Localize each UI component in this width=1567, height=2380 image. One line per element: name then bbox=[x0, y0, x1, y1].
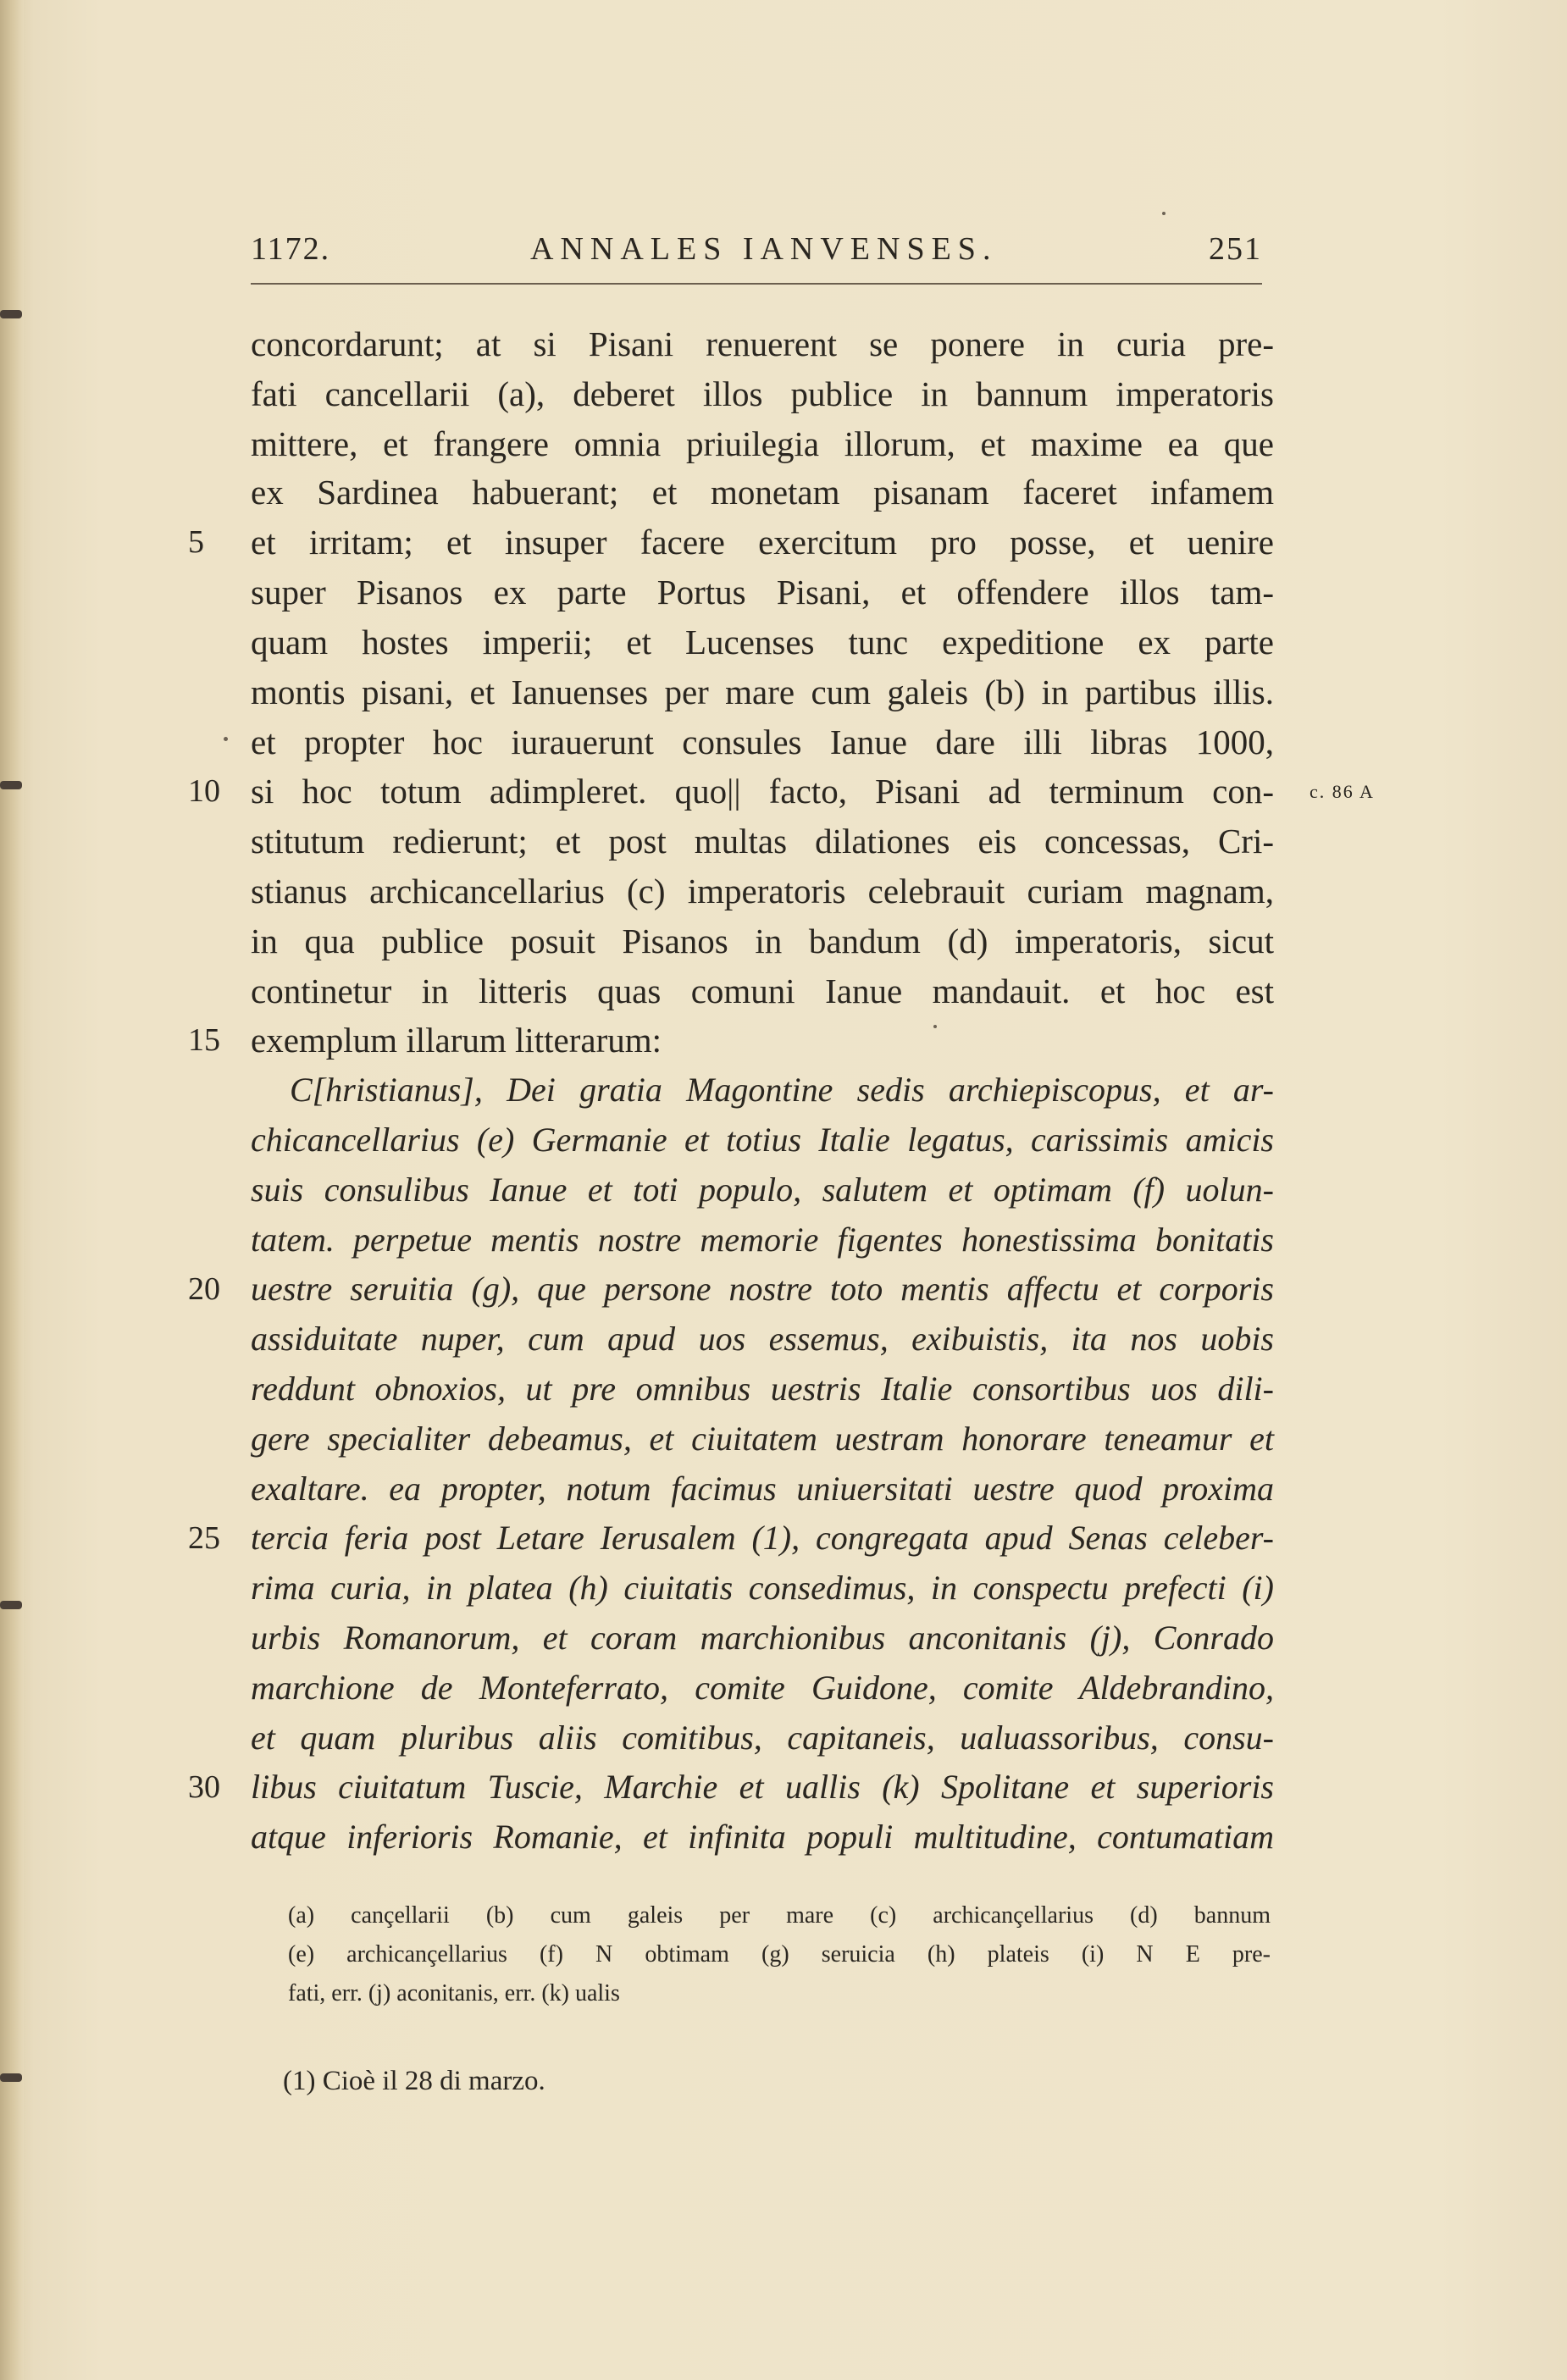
header-year: 1172. bbox=[251, 231, 331, 267]
body-line: in qua publice posuit Pisanos in bandum (d) imperatoris, sicut bbox=[251, 922, 1274, 960]
line-number: 10 bbox=[188, 773, 220, 809]
body-line: concordarunt; at si Pisani renuerent se ponere in curia pre- bbox=[251, 324, 1274, 363]
body-line: continetur in litteris quas comuni Ianue mandauit. et hoc est bbox=[251, 971, 1274, 1010]
letter-line: chicancellarius (e) Germanie et totius Italie legatus, carissimis amicis bbox=[251, 1121, 1274, 1159]
footnote-line: (a) cançellarii (b) cum galeis per mare (c) archicançellarius (d) bannum bbox=[288, 1902, 1271, 1929]
body-line: montis pisani, et Ianuenses per mare cum galeis (b) in partibus illis. bbox=[251, 672, 1274, 711]
line-number: 20 bbox=[188, 1271, 220, 1307]
header-title: ANNALES IANVENSES. bbox=[530, 231, 998, 267]
letter-line: gere specialiter debeamus, et ciuitatem uestram honorare teneamur et bbox=[251, 1420, 1274, 1458]
running-head bbox=[251, 230, 1262, 281]
letter-line: tercia feria post Letare Ierusalem (1), congregata apud Senas celeber- bbox=[251, 1519, 1274, 1557]
body-line: exemplum illarum litterarum: bbox=[251, 1021, 662, 1060]
letter-line: urbis Romanorum, et coram marchionibus anconitanis (j), Conrado bbox=[251, 1619, 1274, 1657]
header-rule bbox=[251, 283, 1262, 285]
letter-line: libus ciuitatum Tuscie, Marchie et uallis (k) Spolitane et superioris bbox=[251, 1768, 1274, 1806]
letter-line: atque inferioris Romanie, et infinita populi multitudine, contumatiam bbox=[251, 1818, 1274, 1856]
letter-line: reddunt obnoxios, ut pre omnibus uestris Italie consortibus uos dili- bbox=[251, 1370, 1274, 1408]
binding-stitch bbox=[0, 1601, 22, 1609]
line-number: 30 bbox=[188, 1769, 220, 1805]
body-line: si hoc totum adimpleret. quo|| facto, Pisani ad terminum con- bbox=[251, 772, 1274, 811]
body-line: mittere, et frangere omnia priuilegia illorum, et maxime ea que bbox=[251, 424, 1274, 463]
margin-note: c. 86 A bbox=[1310, 781, 1375, 802]
binding-stitch bbox=[0, 2073, 22, 2082]
binding-stitch bbox=[0, 310, 22, 318]
letter-line: et quam pluribus aliis comitibus, capitaneis, ualuassoribus, consu- bbox=[251, 1719, 1274, 1757]
body-line: stitutum redierunt; et post multas dilationes eis concessas, Cri- bbox=[251, 822, 1274, 861]
body-line: fati cancellarii (a), deberet illos publice in bannum imperatoris bbox=[251, 374, 1274, 413]
editorial-note: (1) Cioè il 28 di marzo. bbox=[283, 2066, 545, 2096]
line-number: 15 bbox=[188, 1022, 220, 1058]
letter-line: C[hristianus], Dei gratia Magontine sedis archiepiscopus, et ar- bbox=[290, 1071, 1274, 1109]
line-number: 25 bbox=[188, 1520, 220, 1556]
footnote-line: (e) archicançellarius (f) N obtimam (g) seruicia (h) plateis (i) N E pre- bbox=[288, 1941, 1271, 1968]
page-binding-edge bbox=[0, 0, 24, 2380]
paper-speck bbox=[933, 1025, 937, 1028]
paper-speck bbox=[224, 737, 228, 741]
page-number: 251 bbox=[1209, 231, 1262, 267]
body-line: ex Sardinea habuerant; et monetam pisanam faceret infamem bbox=[251, 473, 1274, 512]
letter-line: uestre seruitia (g), que persone nostre toto mentis affectu et corporis bbox=[251, 1270, 1274, 1308]
footnote-line: fati, err. (j) aconitanis, err. (k) ualis bbox=[288, 1980, 620, 2006]
body-line: et irritam; et insuper facere exercitum pro posse, et uenire bbox=[251, 523, 1274, 562]
letter-line: tatem. perpetue mentis nostre memorie figentes honestissima bonitatis bbox=[251, 1220, 1274, 1259]
binding-stitch bbox=[0, 781, 22, 789]
letter-line: assiduitate nuper, cum apud uos essemus, exibuistis, ita nos uobis bbox=[251, 1320, 1274, 1358]
body-line: quam hostes imperii; et Lucenses tunc expeditione ex parte bbox=[251, 623, 1274, 661]
letter-line: marchione de Monteferrato, comite Guidone, comite Aldebrandino, bbox=[251, 1669, 1274, 1707]
body-line: stianus archicancellarius (c) imperatoris celebrauit curiam magnam, bbox=[251, 872, 1274, 910]
letter-line: rima curia, in platea (h) ciuitatis consedimus, in conspectu prefecti (i) bbox=[251, 1569, 1274, 1607]
line-number: 5 bbox=[188, 524, 204, 560]
letter-line: exaltare. ea propter, notum facimus uniuersitati uestre quod proxima bbox=[251, 1470, 1274, 1508]
body-line: super Pisanos ex parte Portus Pisani, et offendere illos tam- bbox=[251, 573, 1274, 612]
letter-line: suis consulibus Ianue et toti populo, salutem et optimam (f) uolun- bbox=[251, 1171, 1274, 1209]
paper-speck bbox=[1162, 212, 1166, 215]
body-line: et propter hoc iurauerunt consules Ianue dare illi libras 1000, bbox=[251, 722, 1274, 761]
